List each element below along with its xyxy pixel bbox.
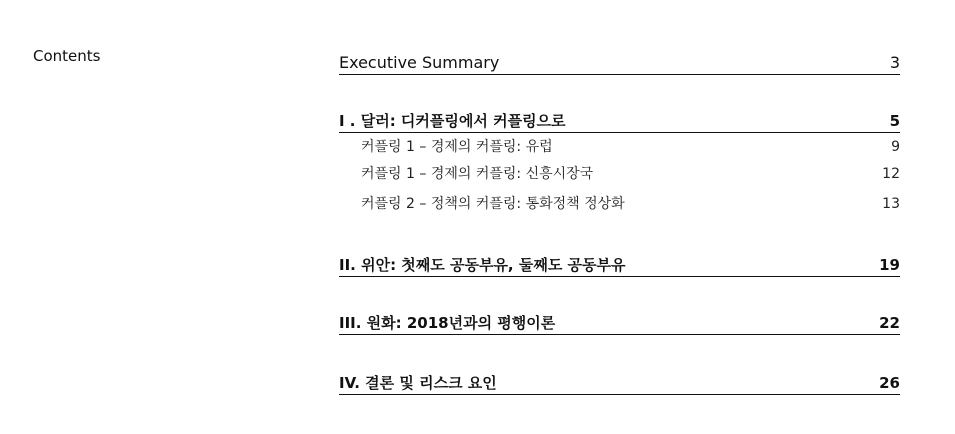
toc-subentry-title: 커플링 1 – 경제의 커플링: 유럽: [361, 139, 553, 155]
toc-entry-page: 19: [879, 256, 900, 274]
toc-entry-title: Executive Summary: [339, 53, 500, 72]
toc-entry-title: III. 원화: 2018년과의 평행이론: [339, 314, 556, 332]
toc-subentry-page: 13: [882, 196, 900, 212]
toc-entry-title: I . 달러: 디커플링에서 커플링으로: [339, 112, 566, 130]
toc-entry-section-1[interactable]: [339, 111, 900, 133]
toc-entry-section-3[interactable]: [339, 313, 900, 335]
toc-entry-section-4[interactable]: [339, 373, 900, 395]
contents-heading: Contents: [33, 47, 101, 65]
toc-entry-section-2[interactable]: [339, 255, 900, 277]
toc-entry-executive-summary[interactable]: [339, 53, 900, 75]
toc-entry-page: 3: [889, 53, 900, 72]
toc-entry-page: 22: [879, 314, 900, 332]
toc-entry-title: II. 위안: 첫째도 공동부유, 둘째도 공동부유: [339, 256, 626, 274]
toc-subentry-1[interactable]: [339, 135, 900, 159]
toc-entry-page: 5: [889, 112, 900, 130]
toc-entry-page: 26: [879, 374, 900, 392]
toc-subentry-title: 커플링 2 – 정책의 커플링: 통화정책 정상화: [361, 196, 625, 212]
toc-subentry-2[interactable]: [339, 159, 900, 189]
toc-subentry-page: 12: [882, 166, 900, 182]
table-of-contents: [339, 53, 900, 395]
toc-entry-title: IV. 결론 및 리스크 요인: [339, 374, 497, 392]
toc-subentry-3[interactable]: [339, 189, 900, 219]
toc-subentry-title: 커플링 1 – 경제의 커플링: 신흥시장국: [361, 166, 594, 182]
toc-subentry-page: 9: [891, 139, 900, 155]
